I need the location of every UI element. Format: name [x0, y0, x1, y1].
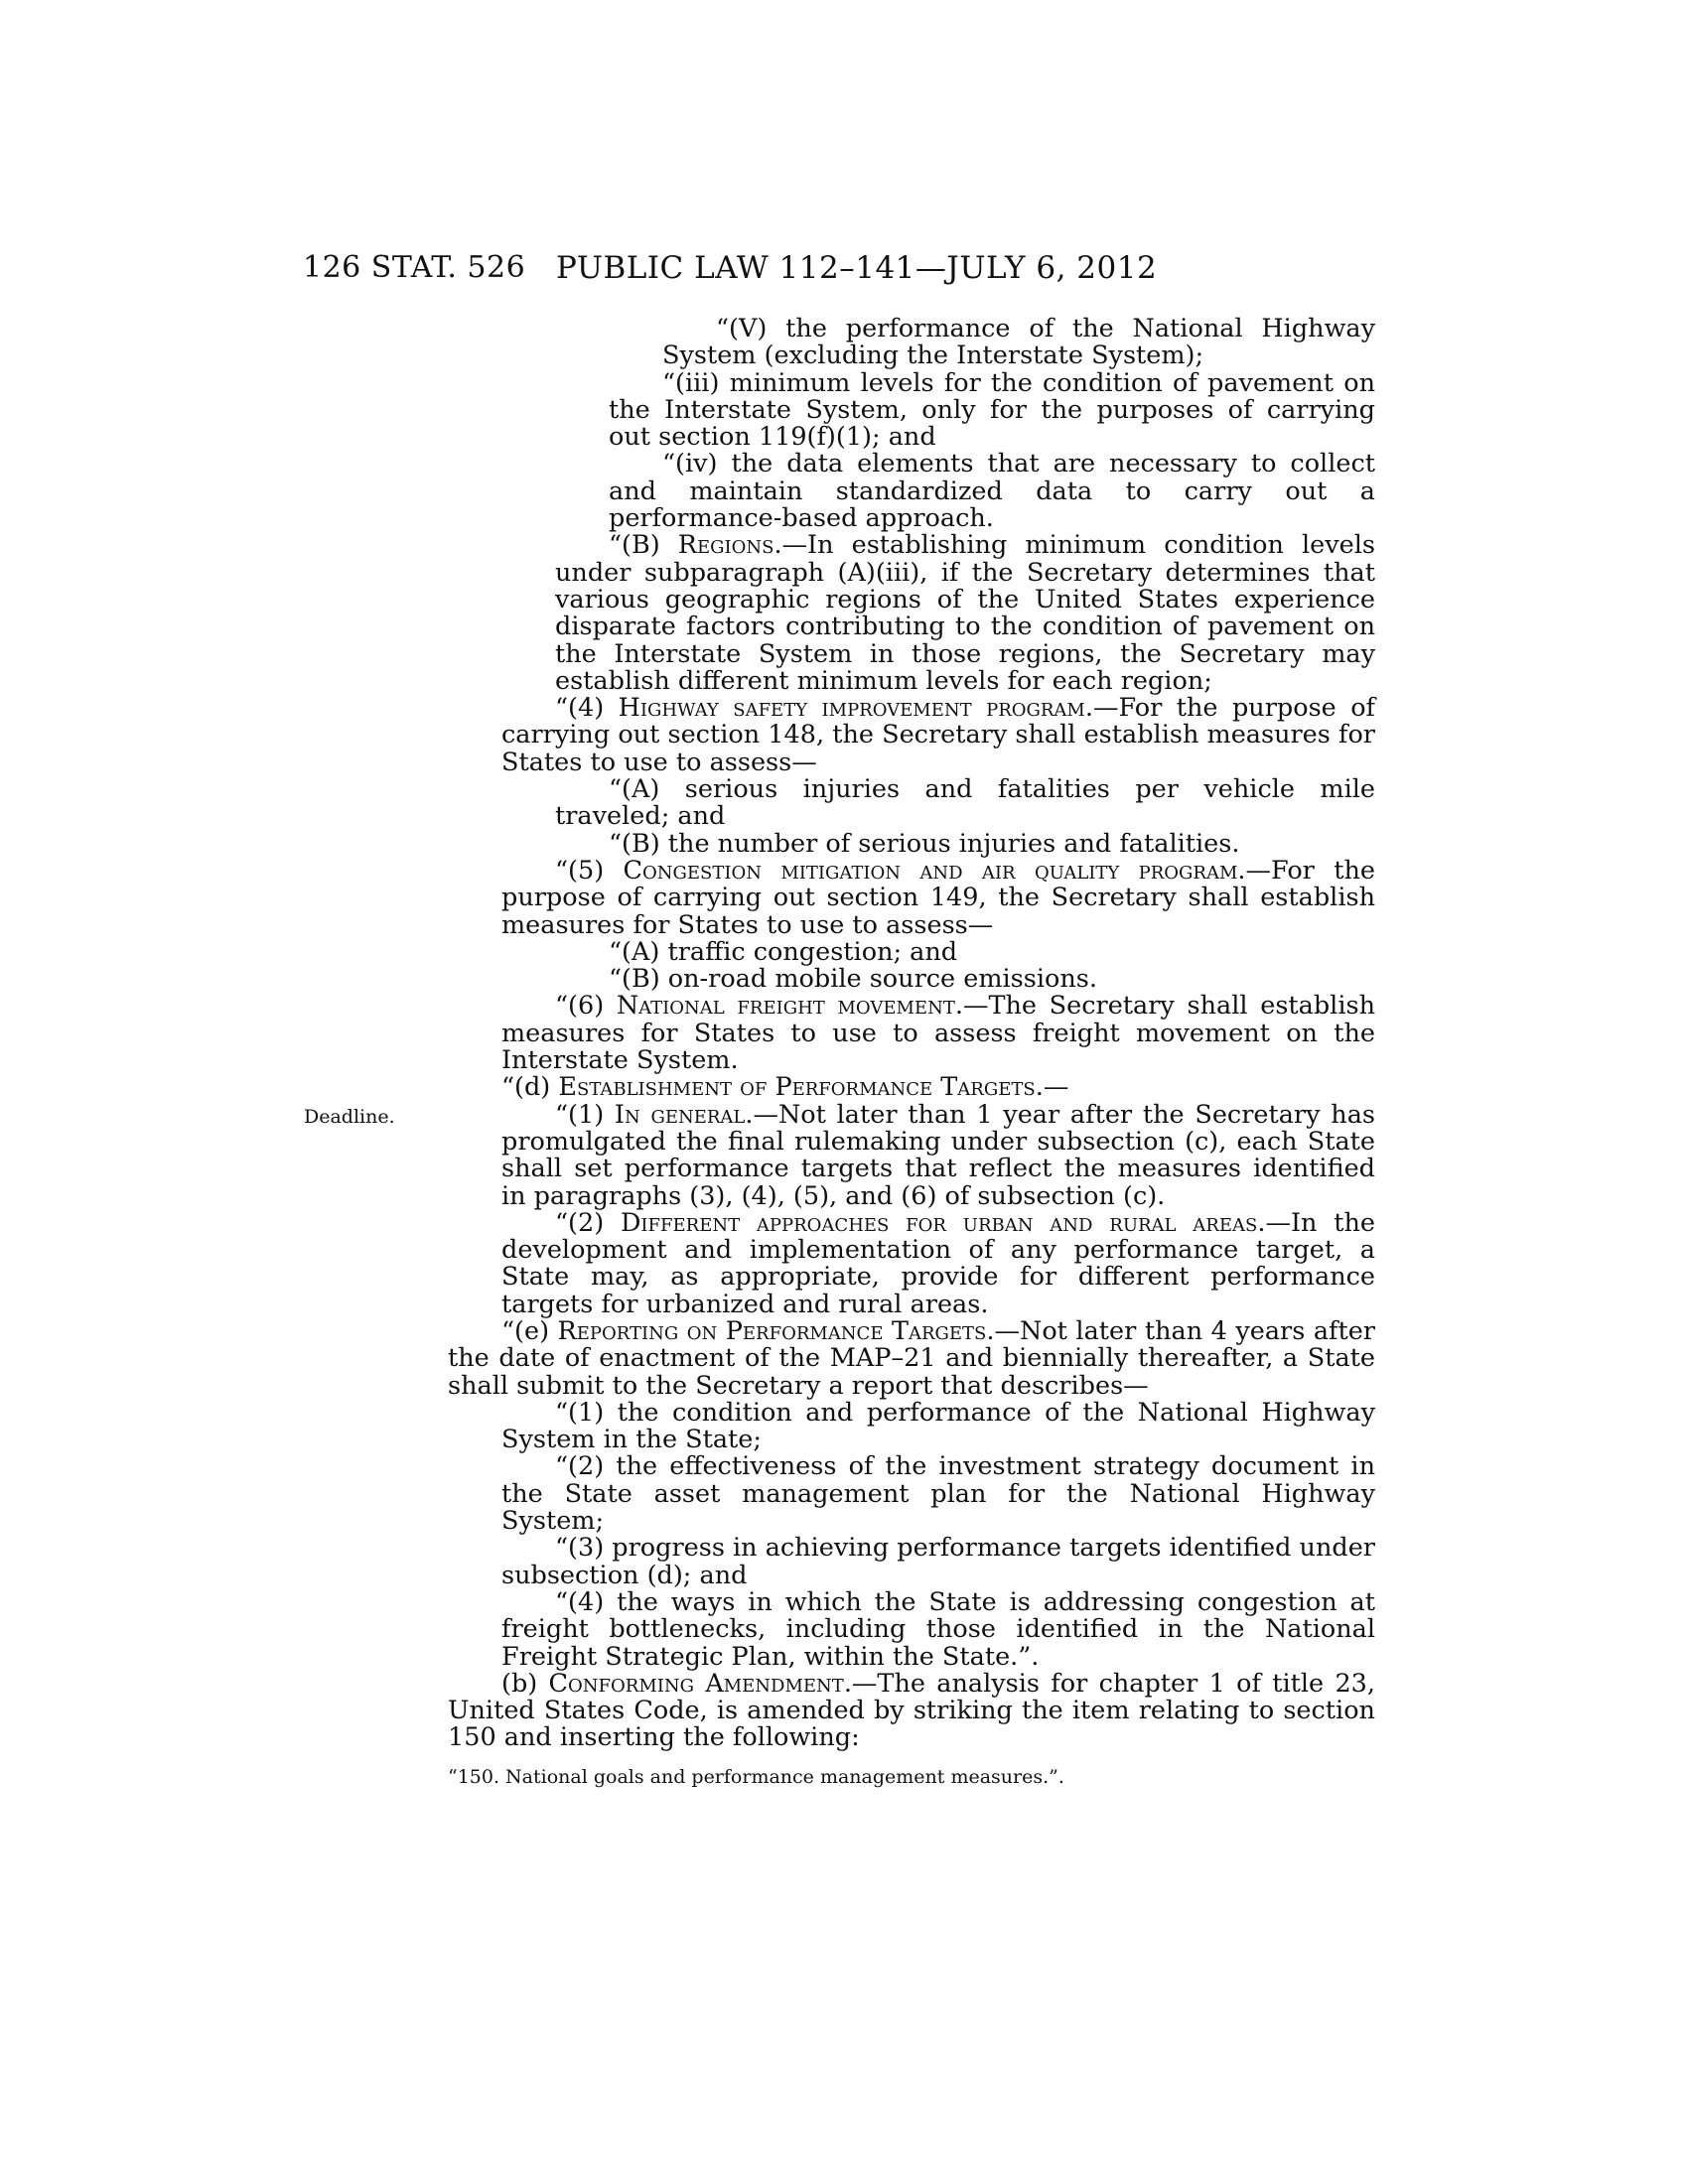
paragraph-iv: “(iv) the data elements that are necessary to collect and maintain standardized data to carry out a performance-based approach.: [609, 449, 1375, 534]
paragraph-5A: “(A) traffic congestion; and: [609, 936, 958, 967]
margin-note-deadline: Deadline.: [304, 1106, 395, 1128]
paragraph-e4: “(4) the ways in which the State is addressing congestion at freight bottlenecks, including those identified in the National Freight Strategic Plan, within the State.”.: [501, 1586, 1375, 1672]
paragraph-5B: “(B) on-road mobile source emissions.: [609, 964, 1097, 995]
subsection-d-heading: “(d) Establishment of Performance Targets.—: [501, 1072, 1069, 1103]
paragraph-4B: “(B) the number of serious injuries and fatalities.: [609, 828, 1240, 859]
paragraph-d2: “(2) Different approaches for urban and rural areas.—In the development and implementation of any performance target, a State may, as appropriate, provide for different performance targets for urbanized and rural areas.: [501, 1207, 1376, 1319]
paragraph-6-freight: “(6) National freight movement.—The Secretary shall establish measures for States to use to assess freight movement on the Interstate System.: [501, 991, 1375, 1076]
paragraph-4A: “(A) serious injuries and fatalities per vehicle mile traveled; and: [555, 774, 1375, 832]
paragraph-e1: “(1) the condition and performance of the National Highway System in the State;: [501, 1397, 1375, 1455]
paragraph-e3: “(3) progress in achieving performance targets identified under subsection (d); and: [501, 1533, 1375, 1590]
paragraph-4-hsip: “(4) Highway safety improvement program.—For the purpose of carrying out section 148, the Secretary shall establish measures for States to use to assess—: [501, 693, 1375, 777]
subsection-e: “(e) Reporting on Performance Targets.—Not later than 4 years after the date of enactment of the MAP–21 and biennially thereafter, a State shall submit to the Secretary a report that describes—: [448, 1315, 1375, 1401]
page-title: PUBLIC LAW 112–141—JULY 6, 2012: [556, 250, 1158, 286]
page-stat-number: 126 STAT. 526: [303, 250, 526, 285]
paragraph-iii: “(iii) minimum levels for the condition of pavement on the Interstate System, only for the purposes of carrying out section 119(f)(1); and: [609, 367, 1375, 453]
paragraph-5-cmaq: “(5) Congestion mitigation and air quality program.—For the purpose of carrying out section 149, the Secretary shall establish measures for States to use to assess—: [501, 855, 1375, 940]
paragraph-d1: “(1) In general.—Not later than 1 year after the Secretary has promulgated the final rulemaking under subsection (c), each State shall set performance targets that reflect the measures identified in paragraphs (3), (4), (5), and (6) of subsection (c).: [501, 1099, 1375, 1211]
table-of-contents-item: “150. National goals and performance management measures.”.: [448, 1765, 1064, 1788]
paragraph-V: “(V) the performance of the National Highway System (excluding the Interstate System);: [662, 314, 1375, 371]
document-body: [448, 314, 1376, 1791]
subsection-b-conforming: (b) Conforming Amendment.—The analysis for chapter 1 of title 23, United States Code, is amended by striking the item relating to section 150 and inserting the following:: [448, 1668, 1376, 1753]
paragraph-e2: “(2) the effectiveness of the investment strategy document in the State asset management plan for the National Highway System;: [501, 1451, 1375, 1537]
paragraph-B-regions: “(B) Regions.—In establishing minimum condition levels under subparagraph (A)(iii), if the Secretary determines that various geographic regions of the United States experience disparate factors contributing to the condition of pavement on the Interstate System in those regions, the Secretary may establish different minimum levels for each region;: [555, 530, 1375, 696]
